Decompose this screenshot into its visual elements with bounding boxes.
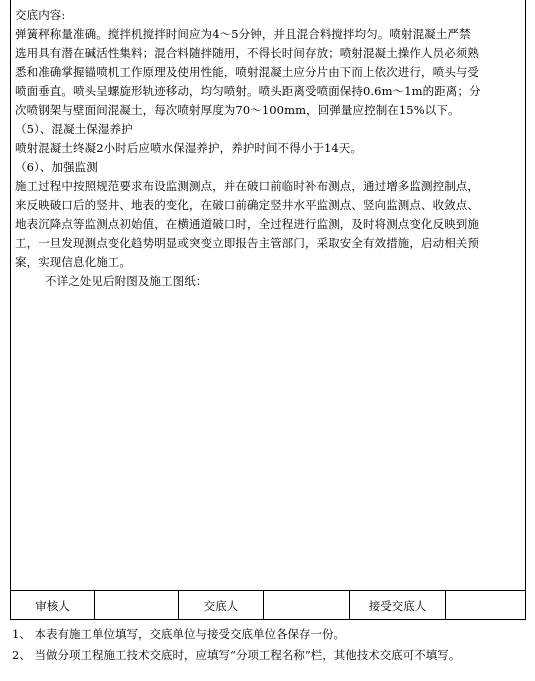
content-line: 来反映破口后的竖井、地表的变化，在破口前确定竖井水平监测点、竖向监测点、收敛点、 [15,198,479,212]
closing-note: 不详之处见后附图及施工图纸： [45,274,208,288]
section-heading: （5）、混凝土保湿养护 [15,122,133,136]
discloser-field[interactable] [264,591,350,620]
content-line: 喷面垂直。喷头呈螺旋形轨迹移动，均匀喷射。喷头距离受喷面保持0.6m～1m的距离；分 [15,84,481,98]
form-notes [12,624,527,666]
reviewer-field[interactable] [95,591,179,620]
signature-row [11,590,525,620]
note-item: 1、 本表有施工单位填写，交底单位与接受交底单位各保存一份。 [12,627,345,641]
disclosure-form [10,0,526,620]
disclosure-content [15,6,523,291]
note-item: 2、 当做分项工程施工技术交底时，应填写“分项工程名称”栏，其他技术交底可不填写。 [12,648,461,662]
reviewer-label: 审核人 [11,591,95,620]
content-line: 地表沉降点等监测点初始值，在横通道破口时，全过程进行监测，及时将测点变化反映到施 [15,217,479,231]
content-line: 案，实现信息化施工。 [15,255,131,269]
content-line: 选用具有潜在碱活性集料；混合料随拌随用，不得长时间存放；喷射混凝土操作人员必须熟 [15,46,479,60]
discloser-label: 交底人 [179,591,264,620]
content-line: 工，一旦发现测点变化趋势明显或突变立即报告主管部门，采取安全有效措施，启动相关预 [15,236,479,250]
section-heading: （6）、加强监测 [15,160,98,174]
content-heading: 交底内容: [15,8,66,22]
content-line: 喷射混凝土终凝2小时后应喷水保湿养护，养护时间不得小于14天。 [15,141,363,155]
content-line: 施工过程中按照规范要求布设监测测点，并在破口前临时补布测点，通过增多监测控制点， [15,179,479,193]
content-line: 次喷钢架与壁面间混凝土，每次喷射厚度为70～100mm，回弹量应控制在15%以下。 [15,103,460,117]
receiver-label: 接受交底人 [350,591,446,620]
receiver-field[interactable] [446,591,525,620]
content-line: 悉和准确掌握锚喷机工作原理及使用性能，喷射混凝土应分片由下而上依次进行，喷头与受 [15,65,479,79]
content-line: 弹簧秤称量准确。搅拌机搅拌时间应为4～5分钟，并且混合料搅拌均匀。喷射混凝土严禁 [15,27,471,41]
